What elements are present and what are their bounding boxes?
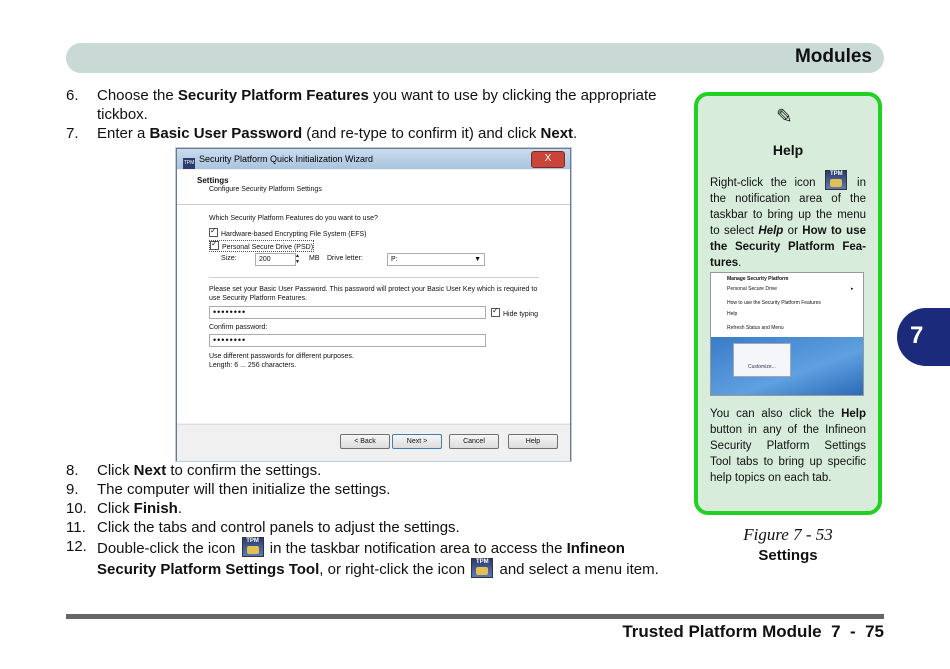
help-button[interactable]: Help — [508, 434, 558, 449]
step-number: 8. — [66, 462, 79, 479]
desktop-area — [711, 337, 863, 395]
step-8 — [66, 461, 666, 480]
step-text: and select a menu item. — [495, 561, 659, 578]
step-text: in the taskbar notification area to access the — [265, 540, 567, 557]
size-label: Size: — [221, 255, 237, 262]
help-text: You can also click the — [710, 408, 842, 420]
step-text: Click the tabs and control panels to adjust the settings. — [97, 519, 460, 536]
confirm-label: Confirm password: — [209, 324, 268, 331]
dialog-titlebar — [177, 149, 570, 169]
step-text: . — [177, 500, 183, 517]
step-text: to confirm the settings. — [166, 462, 322, 479]
step-bold: Basic User Password — [149, 125, 303, 142]
tpm-icon: TPM — [183, 158, 195, 169]
divider — [209, 277, 539, 278]
step-10 — [66, 499, 666, 518]
step-6 — [66, 86, 666, 124]
efs-label: Hardware-based Encrypting File System (EFS) — [221, 231, 367, 238]
psd-checkbox[interactable] — [210, 241, 219, 250]
step-number: 12. — [66, 538, 87, 555]
step-9 — [66, 480, 666, 499]
help-text: button in any of the Infineon Security Platform Settings Tool tabs to bring up specific help topics on each tab. — [710, 424, 866, 484]
drive-value: P: — [391, 256, 398, 263]
password-note: Please set your Basic User Password. This password will protect your Basic User Key which is required to use Security Platform Features. — [209, 286, 538, 302]
close-button[interactable]: X — [531, 151, 565, 168]
efs-checkbox-row[interactable] — [209, 228, 367, 238]
step-number: 9. — [66, 481, 79, 498]
step-text: Double-click the icon — [97, 540, 240, 557]
menu-item-manage[interactable]: Manage Security Platform — [727, 276, 789, 282]
chapter-tab-number: 7 — [910, 322, 924, 349]
figure-subtitle: Settings — [758, 547, 818, 564]
help-box — [694, 92, 882, 515]
context-menu-screenshot — [710, 272, 864, 396]
step-number: 7. — [66, 125, 79, 142]
confirm-input[interactable]: •••••••• — [209, 334, 486, 347]
step-text: , or right-click the icon — [319, 561, 470, 578]
help-text: or — [783, 225, 803, 237]
tpm-icon — [242, 537, 264, 557]
next-button[interactable]: Next > — [392, 434, 442, 449]
tpm-icon — [471, 558, 493, 578]
chapter-title: Modules — [794, 46, 872, 67]
step-bold: Next — [133, 462, 167, 479]
dialog-header — [177, 170, 570, 205]
menu-item-refresh[interactable]: Refresh Status and Menu — [727, 325, 784, 331]
step-bold: Next — [540, 125, 574, 142]
step-text: you want to use by clicking the appropriate tickbox. — [97, 87, 657, 123]
step-bold: Finish — [133, 500, 178, 517]
step-text: Click — [97, 462, 134, 479]
features-question: Which Security Platform Features do you want to use? — [209, 215, 378, 222]
hide-typing-checkbox[interactable] — [491, 308, 500, 317]
chapter-tab — [897, 308, 950, 366]
dialog-body — [177, 205, 570, 423]
step-7 — [66, 124, 666, 143]
page-footer: Trusted Platform Module 7 - 75 — [622, 622, 884, 641]
chevron-down-icon: ▼ — [474, 256, 481, 263]
back-button[interactable]: < Back — [340, 434, 390, 449]
menu-item-help[interactable]: Help — [727, 311, 738, 317]
password-hint: Use different passwords for different purposes. — [209, 353, 354, 360]
size-stepper[interactable]: ▲ ▼ — [295, 253, 300, 265]
dialog-title: Security Platform Quick Initialization Wizard — [199, 154, 374, 164]
help-title: Help — [772, 142, 804, 158]
cancel-button[interactable]: Cancel — [449, 434, 499, 449]
customize-link[interactable]: Customize... — [748, 364, 776, 370]
help-bold-howto: How to use the Security Platform Fea-tures — [710, 225, 866, 269]
pencil-icon: ✎ — [776, 106, 793, 128]
size-input[interactable]: 200 — [255, 253, 296, 266]
help-text: in the notification area of the taskbar to bring up the menu to select — [710, 177, 866, 237]
step-11 — [66, 518, 666, 537]
chapter-header-bar — [66, 43, 884, 73]
size-unit: MB — [309, 255, 320, 262]
help-paragraph-2 — [710, 406, 866, 486]
hide-typing-label: Hide typing — [503, 311, 539, 318]
dialog-footer — [177, 424, 570, 461]
dialog-header-subtitle: Configure Security Platform Settings — [209, 186, 322, 193]
drive-select[interactable] — [387, 253, 485, 266]
help-text: Right-click the icon — [710, 177, 816, 189]
tpm-icon-label: TPM — [475, 559, 489, 565]
step-number: 11. — [66, 519, 86, 536]
wizard-dialog — [176, 148, 571, 461]
help-bold-help: Help — [841, 408, 866, 420]
chevron-right-icon: ▸ — [851, 286, 854, 292]
step-bold: Security Platform Features — [177, 87, 369, 104]
tray-context-menu — [723, 273, 863, 337]
step-text: Click — [97, 500, 134, 517]
help-bold-help: Help — [758, 225, 784, 237]
menu-item-howto[interactable]: How to use the Security Platform Features — [727, 300, 821, 306]
hide-typing-row[interactable] — [491, 308, 538, 318]
password-input[interactable]: •••••••• — [209, 306, 486, 319]
step-bold: Infineon Security Platform Settings Tool — [97, 540, 625, 578]
help-text: . — [738, 257, 742, 269]
psd-label: Personal Secure Drive (PSD) — [222, 244, 314, 251]
step-text: (and re-type to confirm it) and click — [302, 125, 541, 142]
step-text: Choose the — [97, 87, 178, 104]
step-text: . — [573, 125, 578, 142]
drive-label: Drive letter: — [327, 255, 363, 262]
tpm-icon-label: TPM — [246, 538, 259, 544]
figure-caption: Figure 7 - 53 — [743, 525, 833, 544]
efs-checkbox[interactable] — [209, 228, 218, 237]
step-number: 10. — [66, 500, 87, 517]
length-hint: Length: 6 ... 256 characters. — [209, 362, 297, 369]
help-paragraph-1 — [710, 170, 866, 271]
step-text: Enter a — [97, 125, 150, 142]
tpm-icon-label: TPM — [829, 171, 843, 177]
footer-rule — [66, 614, 884, 619]
step-number: 6. — [66, 87, 79, 104]
tpm-icon — [825, 170, 847, 190]
menu-item-psd[interactable]: Personal Secure Drive — [727, 286, 778, 292]
step-text: The computer will then initialize the settings. — [97, 481, 391, 498]
step-12 — [66, 537, 666, 579]
dialog-header-title: Settings — [197, 176, 229, 185]
psd-checkbox-row[interactable] — [209, 240, 314, 252]
tray-popup — [733, 343, 791, 377]
